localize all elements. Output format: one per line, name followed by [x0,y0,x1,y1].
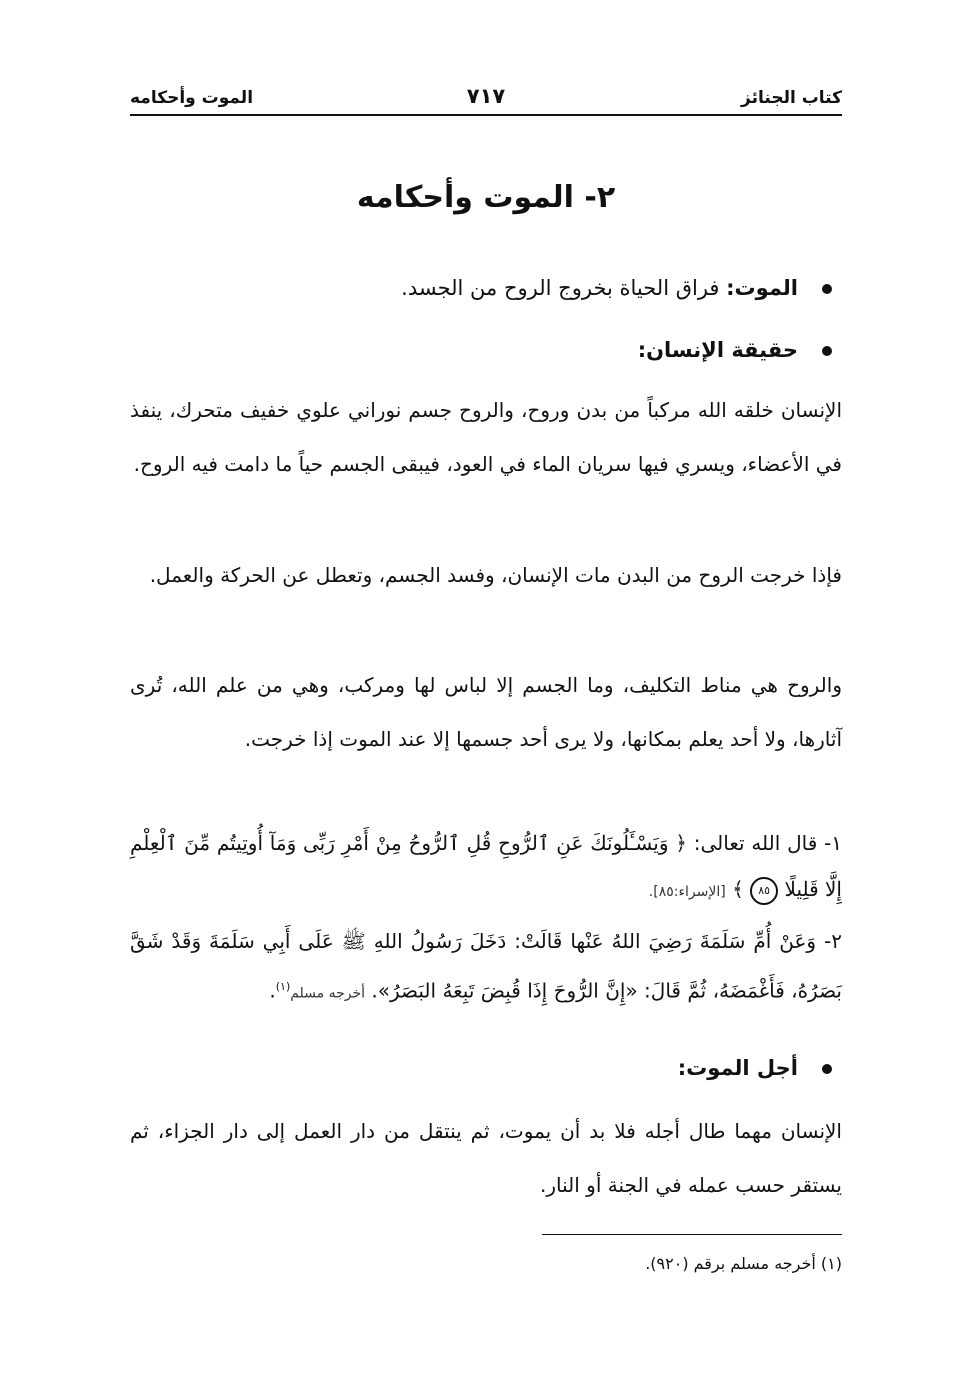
page-number: ٧١٧ [466,84,506,108]
bullet-human-reality [130,330,842,370]
paragraph-4: الإنسان مهما طال أجله فلا بد أن يموت، ثم ينتقل من دار العمل إلى دار الجزاء، ثم يستقر حسب عمله في الجنة أو النار. [130,1119,842,1197]
bullet-dot [822,284,832,294]
ayah-number: ٨٥ [750,877,778,905]
chapter-title: ٢- الموت وأحكامه [356,180,616,215]
hadith-source: أخرجه مسلم [290,985,366,1002]
paragraph-1: الإنسان خلقه الله مركباً من بدن وروح، والروح جسم نوراني علوي خفيف متحرك، ينفذ في الأعضاء، ويسري فيها سريان الماء في العود، فيبقى الجسم حياً ما دامت فيه الروح. [130,398,842,476]
bullet-ajal [130,1048,842,1088]
footnote: (١) أخرجه مسلم برقم (٩٢٠). [645,1254,842,1273]
bullet-dot [822,1064,832,1074]
quran-verse: وَيَسْـَٔلُونَكَ عَنِ ٱلرُّوحِ قُلِ ٱلرُّوحُ مِنْ أَمْرِ رَبِّى وَمَآ أُوتِيتُم مِّنَ ٱلْعِلْمِ إِلَّا قَلِيلًا [130,831,842,901]
paragraph-3: والروح هي مناط التكليف، وما الجسم إلا لباس لها ومركب، وهي من علم الله، تُرى آثارها، ولا أحد يعلم بمكانها، ولا يرى أحد جسمها إلا عند الموت إذا خرجت. [130,673,842,751]
term-ajal: أجل الموت: [677,1056,798,1080]
hadith-text: ٢- وَعَنْ أُمِّ سَلَمَةَ رَضِيَ اللهُ عَنْها قَالَتْ: دَخَلَ رَسُولُ اللهِ ﷺ عَلَى أَبِي سَلَمَةَ وَقَدْ شَقَّ بَصَرُهُ، فَأَغْمَضَهُ، ثُمَّ قَالَ: «إِنَّ الرُّوحَ إِذَا قُبِضَ تَبِعَهُ البَصَرُ». [130,929,842,1003]
death-definition: فراق الحياة بخروج الروح من الجسد. [401,276,727,300]
footnote-marker: (١) [275,980,291,993]
book-title: كتاب الجنائز [741,88,842,108]
item-2-hadith: ٢- وَعَنْ أُمِّ سَلَمَةَ رَضِيَ اللهُ عَنْها قَالَتْ: دَخَلَ رَسُولُ اللهِ ﷺ عَلَى أَبِي سَلَمَةَ وَقَدْ شَقَّ بَصَرُهُ، فَأَغْمَضَهُ، ثُمَّ قَالَ: «إِنَّ الرُّوحَ إِذَا قُبِضَ تَبِعَهُ البَصَرُ». أخرجه مسلم$^{(١)}$. [130,929,842,1003]
item-1-quran: ١- قال الله تعالى: ﴿ وَيَسْـَٔلُونَكَ عَنِ ٱلرُّوحِ قُلِ ٱلرُّوحُ مِنْ أَمْرِ رَبِّى وَمَآ أُوتِيتُم مِّنَ ٱلْعِلْمِ إِلَّا قَلِيلًا ٨٥ ﴾ [الإسراء:٨٥]. [130,820,842,915]
verse-reference: [الإسراء:٨٥]. [648,884,726,900]
term-death: الموت: [726,276,798,300]
item-1-prefix: ١- قال الله تعالى: ﴿ [668,831,842,855]
bullet-dot [822,346,832,356]
section-title: الموت وأحكامه [130,88,254,108]
paragraph-2: فإذا خرجت الروح من البدن مات الإنسان، وفسد الجسم، وتعطل عن الحركة والعمل. [149,563,842,587]
footnote-separator [542,1234,842,1235]
term-human-reality: حقيقة الإنسان: [637,338,798,362]
bullet-death-definition [130,268,842,308]
running-header [130,84,842,116]
